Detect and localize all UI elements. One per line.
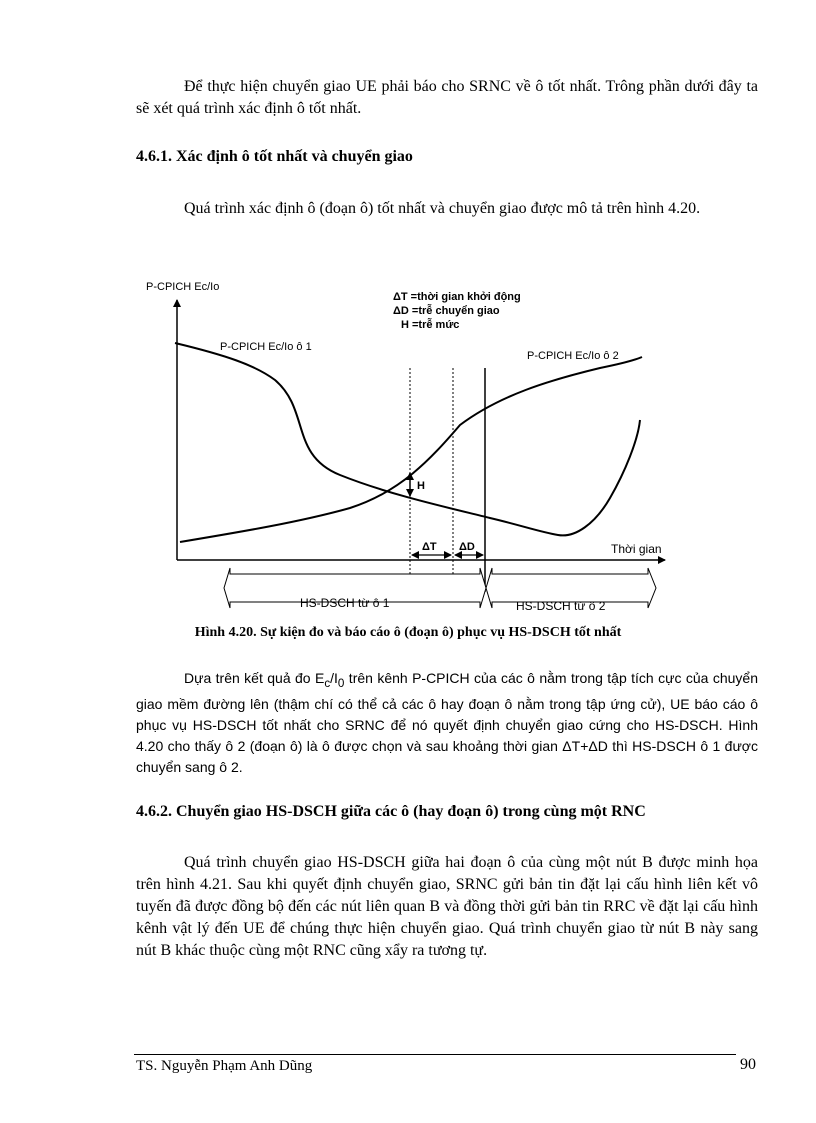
measurement-slash-i: /I <box>330 670 338 686</box>
section-heading-4-6-2: 4.6.2. Chuyển giao HS-DSCH giữa các ô (hay đoạn ô) trong cùng một RNC <box>136 803 646 820</box>
legend-delta-d: ΔD =trễ chuyển giao <box>393 305 500 317</box>
cell2-curve-label: P-CPICH Ec/Io ô 2 <box>527 350 619 362</box>
measurement-text-rest: trên kênh P-CPICH của các ô nằm trong tập tích cực của chuyển giao mềm đường lên (thậm chí có thể cả các ô hay đoạn ô nằm trong tập ứng cử), UE báo cáo ô phục vụ HS-DSCH tốt nhất cho SRNC để nó quyết định chuyển giao cứng cho HS-DSCH. Hình 4.20 cho thấy ô 2 (đoạn ô) là ô được chọn và sau khoảng thời gian ΔT+ΔD thì HS-DSCH ô 1 được chuyển sang ô 2. <box>136 670 758 775</box>
rnc-handover-paragraph <box>136 852 758 962</box>
cell2-band-label: HS-DSCH từ ô 2 <box>516 599 606 613</box>
section-heading-4-6-1: 4.6.1. Xác định ô tốt nhất và chuyển giao <box>136 148 413 165</box>
figure-intro-text: Quá trình xác định ô (đoạn ô) tốt nhất và chuyển giao được mô tả trên hình 4.20. <box>184 200 701 217</box>
cell1-band-label: HS-DSCH từ ô 1 <box>300 596 390 610</box>
figure-intro-paragraph <box>136 198 758 220</box>
cell1-curve-label: P-CPICH Ec/Io ô 1 <box>220 341 312 353</box>
legend-h: H =trễ mức <box>401 319 460 331</box>
measurement-sub-0: 0 <box>337 676 345 690</box>
intro-paragraph <box>136 76 758 120</box>
legend-delta-t: ΔT =thời gian khởi động <box>393 291 521 303</box>
measurement-sub-c: c <box>324 676 331 690</box>
cell2-signal-curve <box>180 357 642 542</box>
y-axis-label: P-CPICH Ec/Io <box>146 281 220 293</box>
handover-diagram <box>130 270 670 620</box>
cell1-signal-curve <box>175 343 640 535</box>
footer-author: TS. Nguyễn Phạm Anh Dũng <box>136 1058 313 1074</box>
delta-t-label: ΔT <box>422 541 437 553</box>
figure-caption: Hình 4.20. Sự kiện đo và báo cáo ô (đoạn ô) phục vụ HS-DSCH tốt nhất <box>194 625 622 640</box>
time-axis-label: Thời gian <box>611 542 662 556</box>
h-label: H <box>417 480 425 492</box>
measurement-text-start: Dựa trên kết quả đo E <box>184 670 325 686</box>
page-number: 90 <box>740 1056 756 1073</box>
footer-rule <box>134 1054 736 1055</box>
delta-d-label: ΔD <box>459 541 475 553</box>
intro-text: Để thực hiện chuyển giao UE phải báo cho SRNC về ô tốt nhất. Trông phần dưới đây ta sẽ xét quá trình xác định ô tốt nhất. <box>136 78 758 117</box>
measurement-paragraph <box>136 668 758 778</box>
rnc-handover-text: Quá trình chuyển giao HS-DSCH giữa hai đoạn ô của cùng một nút B được minh họa trên hình 4.21. Sau khi quyết định chuyển giao, SRNC gửi bản tin đặt lại cấu hình liên kết vô tuyến đã được đồng bộ đến các nút liên quan B và đồng thời gửi bản tin RRC về đặt lại cấu hình kênh vật lý đến UE để chúng thực hiện chuyển giao. Quá trình chuyển giao từ nút B này sang nút B khác thuộc cùng một RNC cũng xẩy ra tương tự. <box>136 854 758 959</box>
